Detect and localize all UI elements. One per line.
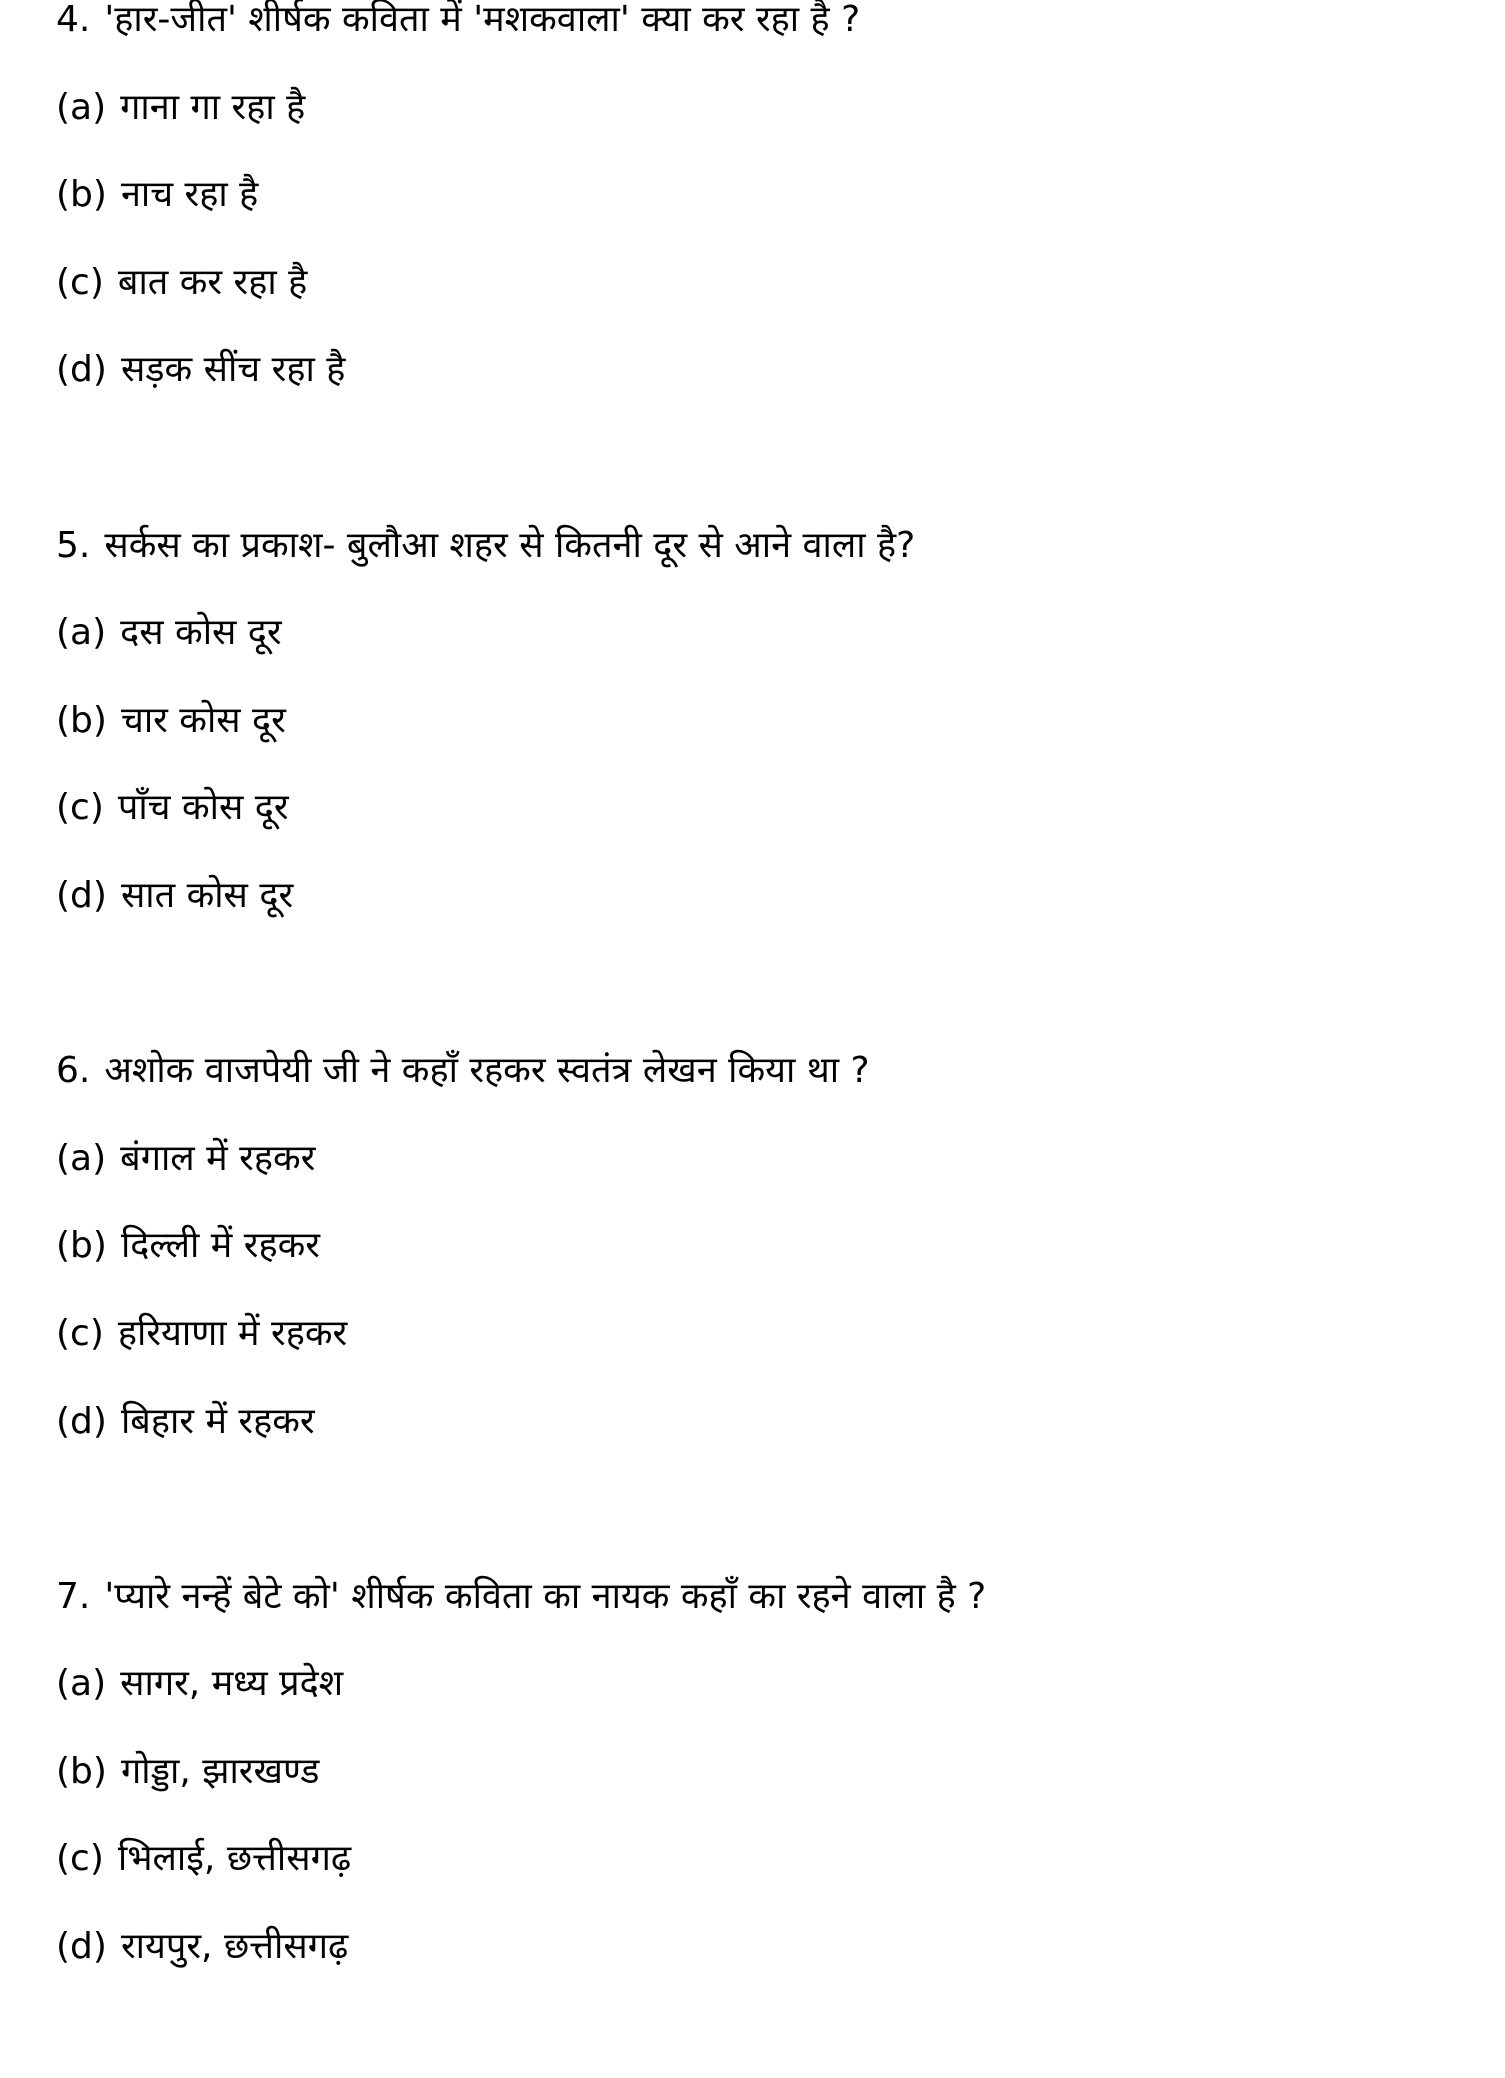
option-letter: (b) [56, 699, 107, 741]
option-letter: (a) [56, 1137, 107, 1179]
option-letter: (d) [56, 1400, 107, 1442]
question-block [56, 1027, 986, 1465]
option-letter: (b) [56, 1750, 107, 1792]
option-text: बंगाल में रहकर [120, 1137, 316, 1179]
option-item [56, 677, 986, 765]
option-item [56, 1290, 986, 1378]
option-item [56, 239, 986, 327]
option-letter: (c) [56, 261, 104, 303]
option-item [56, 1815, 986, 1903]
question-number: 4. [56, 0, 91, 40]
option-item [56, 589, 986, 677]
option-letter: (c) [56, 787, 104, 829]
option-text: भिलाई, छत्तीसगढ़ [117, 1838, 352, 1880]
option-letter: (b) [56, 174, 107, 216]
question-label: सर्कस का प्रकाश- बुलौआ शहर से कितनी दूर से आने वाला है? [104, 524, 916, 566]
question-label: 'हार-जीत' शीर्षक कविता में 'मशकवाला' क्या कर रहा है ? [104, 0, 861, 40]
question-number: 5. [56, 524, 91, 566]
option-item [56, 1903, 986, 1991]
option-item [56, 326, 986, 414]
option-text: बिहार में रहकर [120, 1400, 315, 1442]
option-text: बात कर रहा है [117, 261, 308, 303]
option-text: दस कोस दूर [120, 612, 282, 654]
option-item [56, 1640, 986, 1728]
option-text: चार कोस दूर [120, 699, 286, 741]
option-text: नाच रहा है [120, 174, 259, 216]
option-letter: (a) [56, 86, 107, 128]
question-block [56, 0, 986, 414]
question-label: अशोक वाजपेयी जी ने कहाँ रहकर स्वतंत्र लेखन किया था ? [104, 1050, 870, 1092]
question-text [56, 502, 986, 590]
option-letter: (d) [56, 874, 107, 916]
option-item [56, 1115, 986, 1203]
option-text: हरियाणा में रहकर [117, 1312, 348, 1354]
option-item [56, 852, 986, 940]
option-text: गाना गा रहा है [120, 86, 306, 128]
option-item [56, 1728, 986, 1816]
question-number: 6. [56, 1050, 91, 1092]
question-label: 'प्यारे नन्हें बेटे को' शीर्षक कविता का नायक कहाँ का रहने वाला है ? [104, 1575, 987, 1617]
question-list [56, 0, 986, 2078]
option-item [56, 1202, 986, 1290]
option-item [56, 1378, 986, 1466]
option-text: गोड्डा, झारखण्ड [120, 1750, 320, 1792]
option-text: दिल्ली में रहकर [120, 1225, 320, 1267]
question-number: 7. [56, 1575, 91, 1617]
option-letter: (d) [56, 1926, 107, 1968]
question-block [56, 502, 986, 940]
question-text [56, 1027, 986, 1115]
option-text: सड़क सींच रहा है [120, 349, 346, 391]
option-text: सागर, मध्य प्रदेश [120, 1663, 344, 1705]
question-text [56, 1553, 986, 1641]
question-text [56, 0, 986, 64]
option-letter: (b) [56, 1225, 107, 1267]
option-letter: (a) [56, 612, 107, 654]
option-item [56, 151, 986, 239]
question-block [56, 1553, 986, 1991]
option-item [56, 764, 986, 852]
option-item [56, 64, 986, 152]
option-text: रायपुर, छत्तीसगढ़ [120, 1926, 349, 1968]
option-letter: (a) [56, 1663, 107, 1705]
option-letter: (c) [56, 1838, 104, 1880]
option-text: पाँच कोस दूर [117, 787, 289, 829]
option-letter: (c) [56, 1312, 104, 1354]
option-text: सात कोस दूर [120, 874, 294, 916]
option-letter: (d) [56, 349, 107, 391]
